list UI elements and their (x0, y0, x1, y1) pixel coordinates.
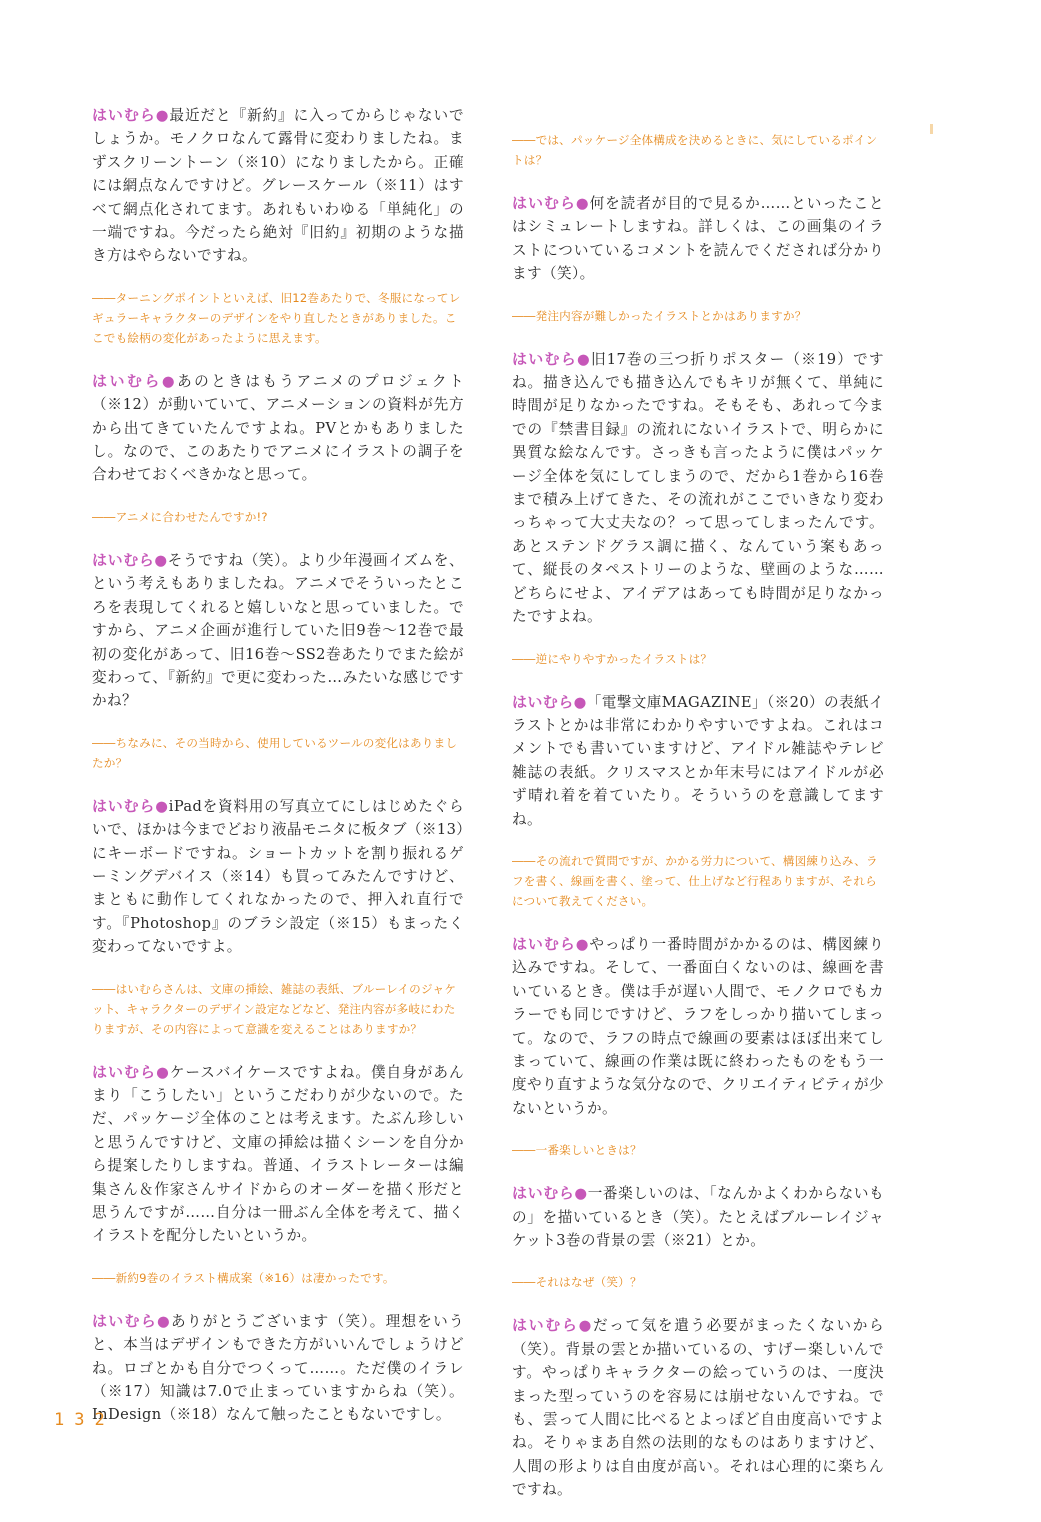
question-dash: ―― (92, 1270, 116, 1285)
question-dash: ―― (92, 290, 116, 305)
question-text: ちなみに、その当時から、使用しているツールの変化はありましたか？ (92, 735, 458, 770)
question-paragraph (512, 851, 884, 911)
question-dash: ―― (92, 735, 116, 750)
speaker-bullet: ● (575, 195, 590, 212)
speaker-bullet: ● (573, 693, 587, 711)
question-paragraph (92, 288, 464, 348)
answer-paragraph (512, 348, 884, 629)
answer-paragraph (512, 691, 884, 831)
question-dash: ―― (512, 133, 536, 147)
speaker-bullet: ● (161, 372, 178, 390)
question-paragraph (92, 979, 464, 1039)
answer-paragraph (512, 1182, 884, 1252)
question-text: アニメに合わせたんですか!? (115, 509, 268, 524)
right-column (512, 130, 884, 1522)
question-text: では、パッケージ全体構成を決めるときに、気にしているポイントは？ (512, 133, 878, 167)
speaker-name: はいむら (512, 1184, 575, 1203)
question-paragraph (512, 649, 884, 669)
question-text: その流れで質問ですが、かかる労力について、構図練り込み、ラフを書く、線画を書く、塗って、仕上げなど行程ありますが、それらについて教えてください。 (512, 853, 878, 908)
speaker-bullet: ● (155, 107, 170, 124)
speaker-name: はいむら (512, 349, 577, 368)
answer-paragraph (92, 1061, 464, 1248)
speaker-name: はいむら (512, 1316, 579, 1335)
answer-text: ケースバイケースですよね。僕自身があんまり「こうしたい」というこだわりが少ないので。ただ、パッケージ全体のことは考えます。たぶん珍しいと思うんですけど、文庫の挿絵は描くシーンを自分から提案したりしますね。普通、イラストレーターは編集さん＆作家さんサイドからのオーダーを描く形だと思うんですが……自分は一冊ぶん全体を考えて、描くイラストを配分したいというか。 (92, 1063, 464, 1245)
question-paragraph (512, 306, 884, 326)
page-number: 132 (54, 1410, 115, 1430)
speaker-name: はいむら (92, 550, 155, 569)
speaker-name: はいむら (512, 934, 576, 953)
answer-paragraph (512, 1314, 884, 1501)
speaker-name: はいむら (512, 194, 576, 212)
question-text: はいむらさんは、文庫の挿絵、雑誌の表紙、ブルーレイのジャケット、キャラクターのデザイン設定などなど、発注内容が多岐にわたりますが、その内容によって意識を変えることはありますか？ (92, 981, 457, 1036)
answer-paragraph (92, 370, 464, 487)
question-paragraph (512, 1140, 884, 1160)
answer-text: だって気を遣う必要がまったくないから（笑）。背景の雲とか描いているの、すげー楽しいんです。やっぱりキャラクターの絵っていうのは、一度決まった型っていうのを容易には崩せないんですね。でも、雲って人間に比べるとよっぽど自由度高いですよね。そりゃまあ自然の法則的なものはありますけど、人間の形よりは自由度が高い。それは心理的に楽ちんですね。 (512, 1317, 884, 1499)
speaker-bullet: ● (154, 551, 168, 569)
question-paragraph (92, 1268, 464, 1288)
answer-text: ありがとうございます（笑）。理想をいうと、本当はデザインもできた方がいいんでしょうけどね。ロゴとかも自分でつくって……。ただ僕のイラレ（※17）知識は7.0で止まっていますからね（笑）。InDesign（※18）なんて触ったこともないですし。 (92, 1312, 464, 1424)
answer-paragraph (92, 1310, 464, 1427)
answer-paragraph (92, 795, 464, 959)
speaker-name: はいむら (92, 371, 162, 390)
left-column (92, 104, 464, 1447)
answer-text: 何を読者が目的で見るか……といったことはシミュレートしますね。詳しくは、この画集のイラストについているコメントを読んでくだされば分かります（笑）。 (512, 195, 884, 283)
speaker-name: はいむら (512, 692, 574, 711)
answer-text: 一番楽しいのは、「なんかよくわからないもの」を描いているとき（笑）。たとえばブルーレイジャケット3巻の背景の雲（※21）とか。 (512, 1185, 885, 1249)
answer-text: あのときはもうアニメのプロジェクト（※12）が動いていて、アニメーションの資料が先方から出てきていたんですよね。PVとかもありましたし。なので、このあたりでアニメにイラストの調子を合わせておくべきかなと思って。 (92, 372, 464, 484)
question-dash: ―― (92, 981, 116, 996)
speaker-bullet: ● (156, 1063, 170, 1081)
question-paragraph (92, 507, 464, 527)
answer-text: 最近だと『新約』に入ってからじゃないでしょうか。モノクロなんて露骨に変わりましたね。まずスクリーントーン（※10）になりましたから。正確には網点なんですけど。グレースケール（※11）はすべて網点化されてます。あれもいわゆる「単純化」の一端ですね。今だったら絶対『旧約』初期のような描き方はやらないですね。 (92, 107, 464, 265)
answer-paragraph (512, 192, 884, 286)
speaker-bullet: ● (576, 350, 591, 368)
answer-paragraph (512, 933, 884, 1120)
answer-paragraph (92, 104, 464, 268)
answer-text: やっぱり一番時間がかかるのは、構図練り込みですね。そして、一番面白くないのは、線画を書いているとき。僕は手が遅い人間で、モノクロでもカラーでも同じですけど、ラフをしっかり描いてしまって。なので、ラフの時点で線画の要素はほぼ出来てしまっていて、線画の作業は既に終わったものをもう一度やり直すような気分なので、クリエイティビティが少ないというか。 (512, 935, 884, 1117)
question-dash: ―― (512, 1143, 536, 1158)
answer-paragraph (92, 549, 464, 713)
speaker-bullet: ● (574, 1185, 588, 1203)
question-paragraph (92, 733, 464, 773)
speaker-name: はいむら (92, 106, 156, 124)
question-text: 一番楽しいときは？ (535, 1143, 642, 1158)
speaker-bullet: ● (578, 1317, 593, 1335)
question-paragraph (512, 1272, 884, 1292)
answer-text: 旧17巻の三つ折りポスター（※19）ですね。描き込んでも描き込んでもキリが無くて、単純に時間が足りなかったですね。そもそも、あれって今までの『禁書目録』の流れにないイラストで、明らかに異質な絵なんです。さっきも言ったように僕はパッケージ全体を気にしてしまうので、だから1巻から16巻まで積み上げてきた、その流れがここでいきなり変わっちゃって大丈夫なの？って思ってしまったんです。あとステンドグラス調に描く、なんていう案もあって、縦長のタペストリーのような、壁画のような……どちらにせよ、アイデアはあっても時間が足りなかったですよね。 (512, 350, 884, 626)
question-text: 発注内容が難しかったイラストとかはありますか？ (535, 308, 807, 323)
question-dash: ―― (512, 308, 536, 323)
corner-mark (930, 124, 933, 134)
speaker-bullet: ● (575, 935, 590, 953)
question-paragraph (512, 130, 884, 170)
question-dash: ―― (512, 853, 536, 868)
question-text: 逆にやりやすかったイラストは？ (535, 651, 713, 666)
speaker-bullet: ● (155, 797, 169, 815)
answer-text: 「電撃文庫MAGAZINE」（※20）の表紙イラストとかは非常にわかりやすいですよね。これはコメントでも書いていますけど、アイドル雑誌やテレビ雑誌の表紙。クリスマスとか年末号にはアイドルが必ず晴れ着を着ていたり。そういうのを意識してますね。 (512, 693, 884, 828)
question-dash: ―― (92, 509, 116, 524)
question-text: ターニングポイントといえば、旧12巻あたりで、冬服になってレギュラーキャラクターのデザインをやり直したときがありました。ここでも絵柄の変化があったように思えます。 (92, 290, 461, 345)
question-text: それはなぜ（笑）？ (535, 1275, 642, 1290)
answer-text: iPadを資料用の写真立てにしはじめたぐらいで、ほかは今までどおり液晶モニタに板タブ（※13）にキーボードですね。ショートカットを割り振れるゲーミングデバイス（※14）も買ってみたんですけど、まともに動作してくれなかったので、押入れ直行です。『Photoshop』のブラシ設定（※15）もまったく変わってないですよ。 (92, 797, 464, 956)
answer-text: そうですね（笑）。より少年漫画イズムを、という考えもありましたね。アニメでそういったところを表現してくれると嬉しいなと思っていました。ですから、アニメ企画が進行していた旧9巻～12巻で最初の変化があって、旧16巻～SS2巻あたりでまた絵が変わって、『新約』で更に変わった…みたいな感じですかね？ (92, 551, 464, 710)
speaker-name: はいむら (92, 796, 156, 815)
question-dash: ―― (512, 1275, 536, 1290)
speaker-name: はいむら (92, 1311, 158, 1330)
speaker-bullet: ● (157, 1312, 172, 1330)
question-text: 新約9巻のイラスト構成案（※16）は凄かったです。 (115, 1270, 395, 1285)
question-dash: ―― (512, 651, 536, 666)
speaker-name: はいむら (92, 1062, 157, 1081)
